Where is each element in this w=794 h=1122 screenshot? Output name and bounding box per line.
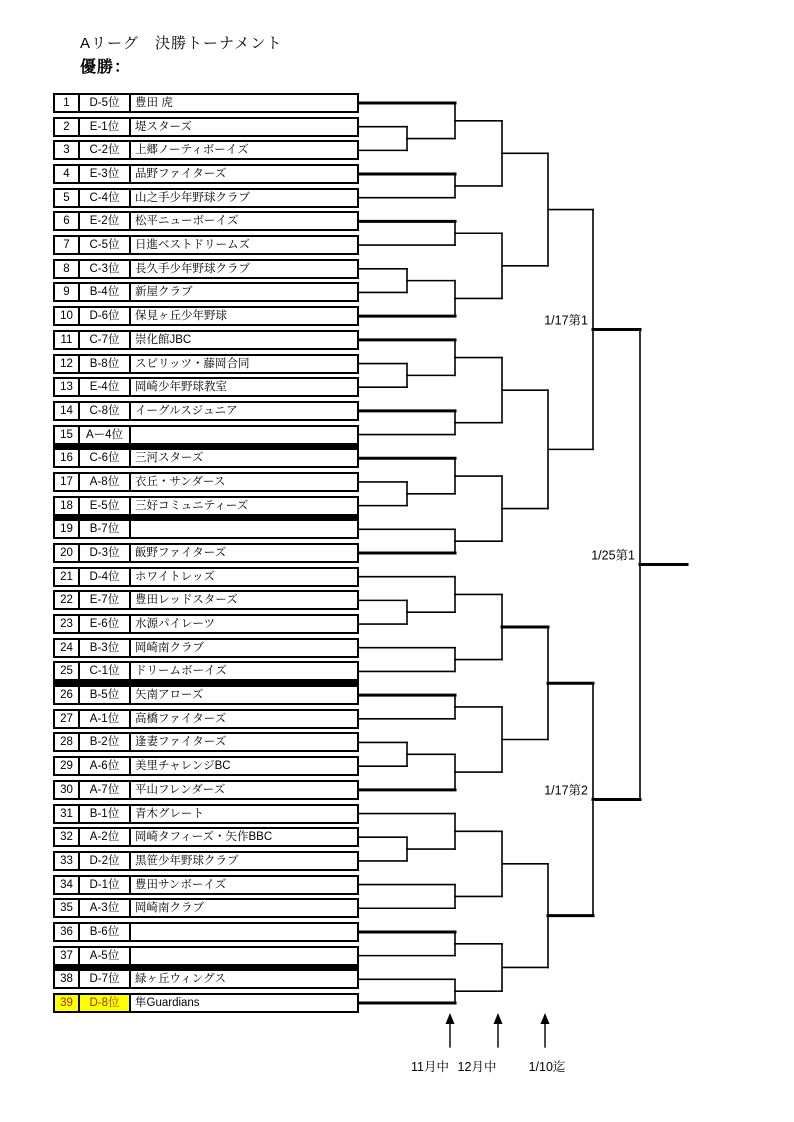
team-seed: A-1位 bbox=[80, 711, 131, 727]
team-seed: C-8位 bbox=[80, 403, 131, 419]
team-seed: E-4位 bbox=[80, 379, 131, 395]
team-number: 11 bbox=[55, 332, 80, 348]
team-number: 28 bbox=[55, 734, 80, 750]
team-number: 33 bbox=[55, 853, 80, 869]
team-seed: C-6位 bbox=[80, 450, 131, 466]
team-name: 豊田レッドスターズ bbox=[135, 594, 238, 607]
deadline-label: 11月中 bbox=[411, 1060, 449, 1074]
team-name: 緑ヶ丘ウィングス bbox=[135, 973, 226, 986]
team-number: 21 bbox=[55, 569, 80, 585]
deadline-arrow-icon bbox=[446, 1013, 455, 1024]
team-seed: A-8位 bbox=[80, 474, 131, 490]
team-seed: D-5位 bbox=[80, 95, 131, 111]
team-number: 9 bbox=[55, 284, 80, 300]
team-name: 衣丘・サンダース bbox=[135, 475, 226, 488]
team-name: 美里チャレンジBC bbox=[135, 760, 231, 773]
team-name: 岡崎タフィーズ・矢作BBC bbox=[135, 831, 273, 844]
team-seed: C-1位 bbox=[80, 663, 131, 679]
team-seed: D-7位 bbox=[80, 971, 131, 987]
team-number: 26 bbox=[55, 687, 80, 703]
team-seed: D-3位 bbox=[80, 545, 131, 561]
team-number: 17 bbox=[55, 474, 80, 490]
team-name: 保見ヶ丘少年野球 bbox=[135, 310, 227, 323]
team-name: イーグルスジュニア bbox=[135, 404, 238, 417]
team-number: 18 bbox=[55, 498, 80, 514]
team-number: 3 bbox=[55, 142, 80, 158]
team-seed: B-8位 bbox=[80, 356, 131, 372]
team-number: 30 bbox=[55, 782, 80, 798]
team-seed: B-7位 bbox=[80, 521, 131, 537]
team-name: 新屋クラブ bbox=[135, 286, 193, 299]
team-seed: C-5位 bbox=[80, 237, 131, 253]
team-seed: B-4位 bbox=[80, 284, 131, 300]
team-seed: A-6位 bbox=[80, 758, 131, 774]
team-number: 25 bbox=[55, 663, 80, 679]
team-name: 逢妻ファイターズ bbox=[135, 736, 227, 749]
team-name: 高橋ファイターズ bbox=[135, 712, 227, 725]
team-name: 三好コミュニティーズ bbox=[135, 499, 249, 512]
team-name: 青木グレート bbox=[135, 807, 204, 820]
team-seed: D-8位 bbox=[80, 995, 131, 1011]
team-name: 飯野ファイターズ bbox=[135, 546, 227, 559]
team-number: 15 bbox=[55, 427, 80, 443]
team-number: 24 bbox=[55, 640, 80, 656]
team-name: 山之手少年野球クラブ bbox=[135, 191, 250, 204]
team-number: 8 bbox=[55, 261, 80, 277]
team-seed: E-1位 bbox=[80, 119, 131, 135]
team-number: 14 bbox=[55, 403, 80, 419]
team-name: 平山フレンダーズ bbox=[135, 783, 226, 796]
team-name: ホワイトレッズ bbox=[135, 570, 216, 583]
team-name: 三河スターズ bbox=[135, 452, 204, 465]
team-number: 7 bbox=[55, 237, 80, 253]
team-name: 松平ニューボーイズ bbox=[135, 215, 239, 228]
team-name: 品野ファイターズ bbox=[135, 168, 227, 181]
team-number: 1 bbox=[55, 95, 80, 111]
team-number: 5 bbox=[55, 190, 80, 206]
team-number: 34 bbox=[55, 877, 80, 893]
deadline-arrow-icon bbox=[494, 1013, 503, 1024]
round-label: 1/25第1 bbox=[591, 548, 635, 563]
deadline-label: 1/10迄 bbox=[528, 1060, 566, 1074]
team-name: 豊田 虎 bbox=[135, 97, 173, 109]
team-seed: E-5位 bbox=[80, 498, 131, 514]
team-name: 黒笹少年野球クラブ bbox=[135, 854, 239, 867]
team-name: 堤スターズ bbox=[135, 120, 192, 133]
team-seed: B-3位 bbox=[80, 640, 131, 656]
team-name: 隼Guardians bbox=[135, 996, 200, 1009]
team-number: 38 bbox=[55, 971, 80, 987]
team-number: 23 bbox=[55, 616, 80, 632]
team-seed: A-5位 bbox=[80, 948, 131, 964]
champion-label: 優勝： bbox=[80, 59, 132, 76]
team-name: 岡崎少年野球教室 bbox=[135, 381, 227, 394]
team-name: ドリームボーイズ bbox=[135, 665, 227, 678]
round-label: 1/17第1 bbox=[544, 313, 588, 328]
team-seed: E-2位 bbox=[80, 213, 131, 229]
team-number: 29 bbox=[55, 758, 80, 774]
team-number: 27 bbox=[55, 711, 80, 727]
team-seed: D-2位 bbox=[80, 853, 131, 869]
team-name: スピリッツ・藤岡合同 bbox=[135, 357, 250, 370]
round-label: 1/17第2 bbox=[544, 783, 588, 798]
team-number: 12 bbox=[55, 356, 80, 372]
team-number: 10 bbox=[55, 308, 80, 324]
team-name: 矢南アローズ bbox=[135, 689, 204, 702]
team-seed: C-3位 bbox=[80, 261, 131, 277]
team-seed: B-6位 bbox=[80, 924, 131, 940]
team-seed: B-5位 bbox=[80, 687, 131, 703]
team-seed: C-2位 bbox=[80, 142, 131, 158]
team-number: 16 bbox=[55, 450, 80, 466]
team-number: 2 bbox=[55, 119, 80, 135]
team-seed: A-2位 bbox=[80, 829, 131, 845]
team-seed: D-1位 bbox=[80, 877, 131, 893]
team-seed: A-7位 bbox=[80, 782, 131, 798]
page-title: Aリーグ 決勝トーナメント bbox=[80, 35, 283, 52]
team-name: 水源パイレーツ bbox=[135, 618, 216, 631]
team-seed: D-6位 bbox=[80, 308, 131, 324]
team-number: 31 bbox=[55, 806, 80, 822]
team-seed: B-1位 bbox=[80, 806, 131, 822]
team-seed: B-2位 bbox=[80, 734, 131, 750]
team-name: 崇化館JBC bbox=[135, 333, 192, 346]
team-number: 32 bbox=[55, 829, 80, 845]
team-name: 上郷ノーティボーイズ bbox=[135, 144, 249, 157]
team-number: 35 bbox=[55, 900, 80, 916]
team-number: 36 bbox=[55, 924, 80, 940]
team-number: 22 bbox=[55, 592, 80, 608]
team-number: 37 bbox=[55, 948, 80, 964]
team-number: 19 bbox=[55, 521, 80, 537]
team-seed: C-7位 bbox=[80, 332, 131, 348]
team-number: 4 bbox=[55, 166, 80, 182]
team-name: 岡崎南クラブ bbox=[135, 902, 204, 915]
team-name: 豊田サンボーイズ bbox=[135, 878, 227, 891]
team-seed: Aー4位 bbox=[80, 427, 131, 443]
team-name: 長久手少年野球クラブ bbox=[135, 262, 250, 275]
deadline-arrow-icon bbox=[541, 1013, 550, 1024]
team-seed: A-3位 bbox=[80, 900, 131, 916]
team-seed: E-6位 bbox=[80, 616, 131, 632]
team-number: 13 bbox=[55, 379, 80, 395]
team-name: 日進ベストドリームズ bbox=[135, 239, 250, 252]
team-number: 6 bbox=[55, 213, 80, 229]
team-name: 岡崎南クラブ bbox=[135, 641, 204, 654]
team-number: 20 bbox=[55, 545, 80, 561]
deadline-label: 12月中 bbox=[457, 1060, 497, 1074]
team-seed: E-3位 bbox=[80, 166, 131, 182]
team-seed: D-4位 bbox=[80, 569, 131, 585]
team-seed: C-4位 bbox=[80, 190, 131, 206]
team-seed: E-7位 bbox=[80, 592, 131, 608]
team-number: 39 bbox=[55, 995, 80, 1011]
